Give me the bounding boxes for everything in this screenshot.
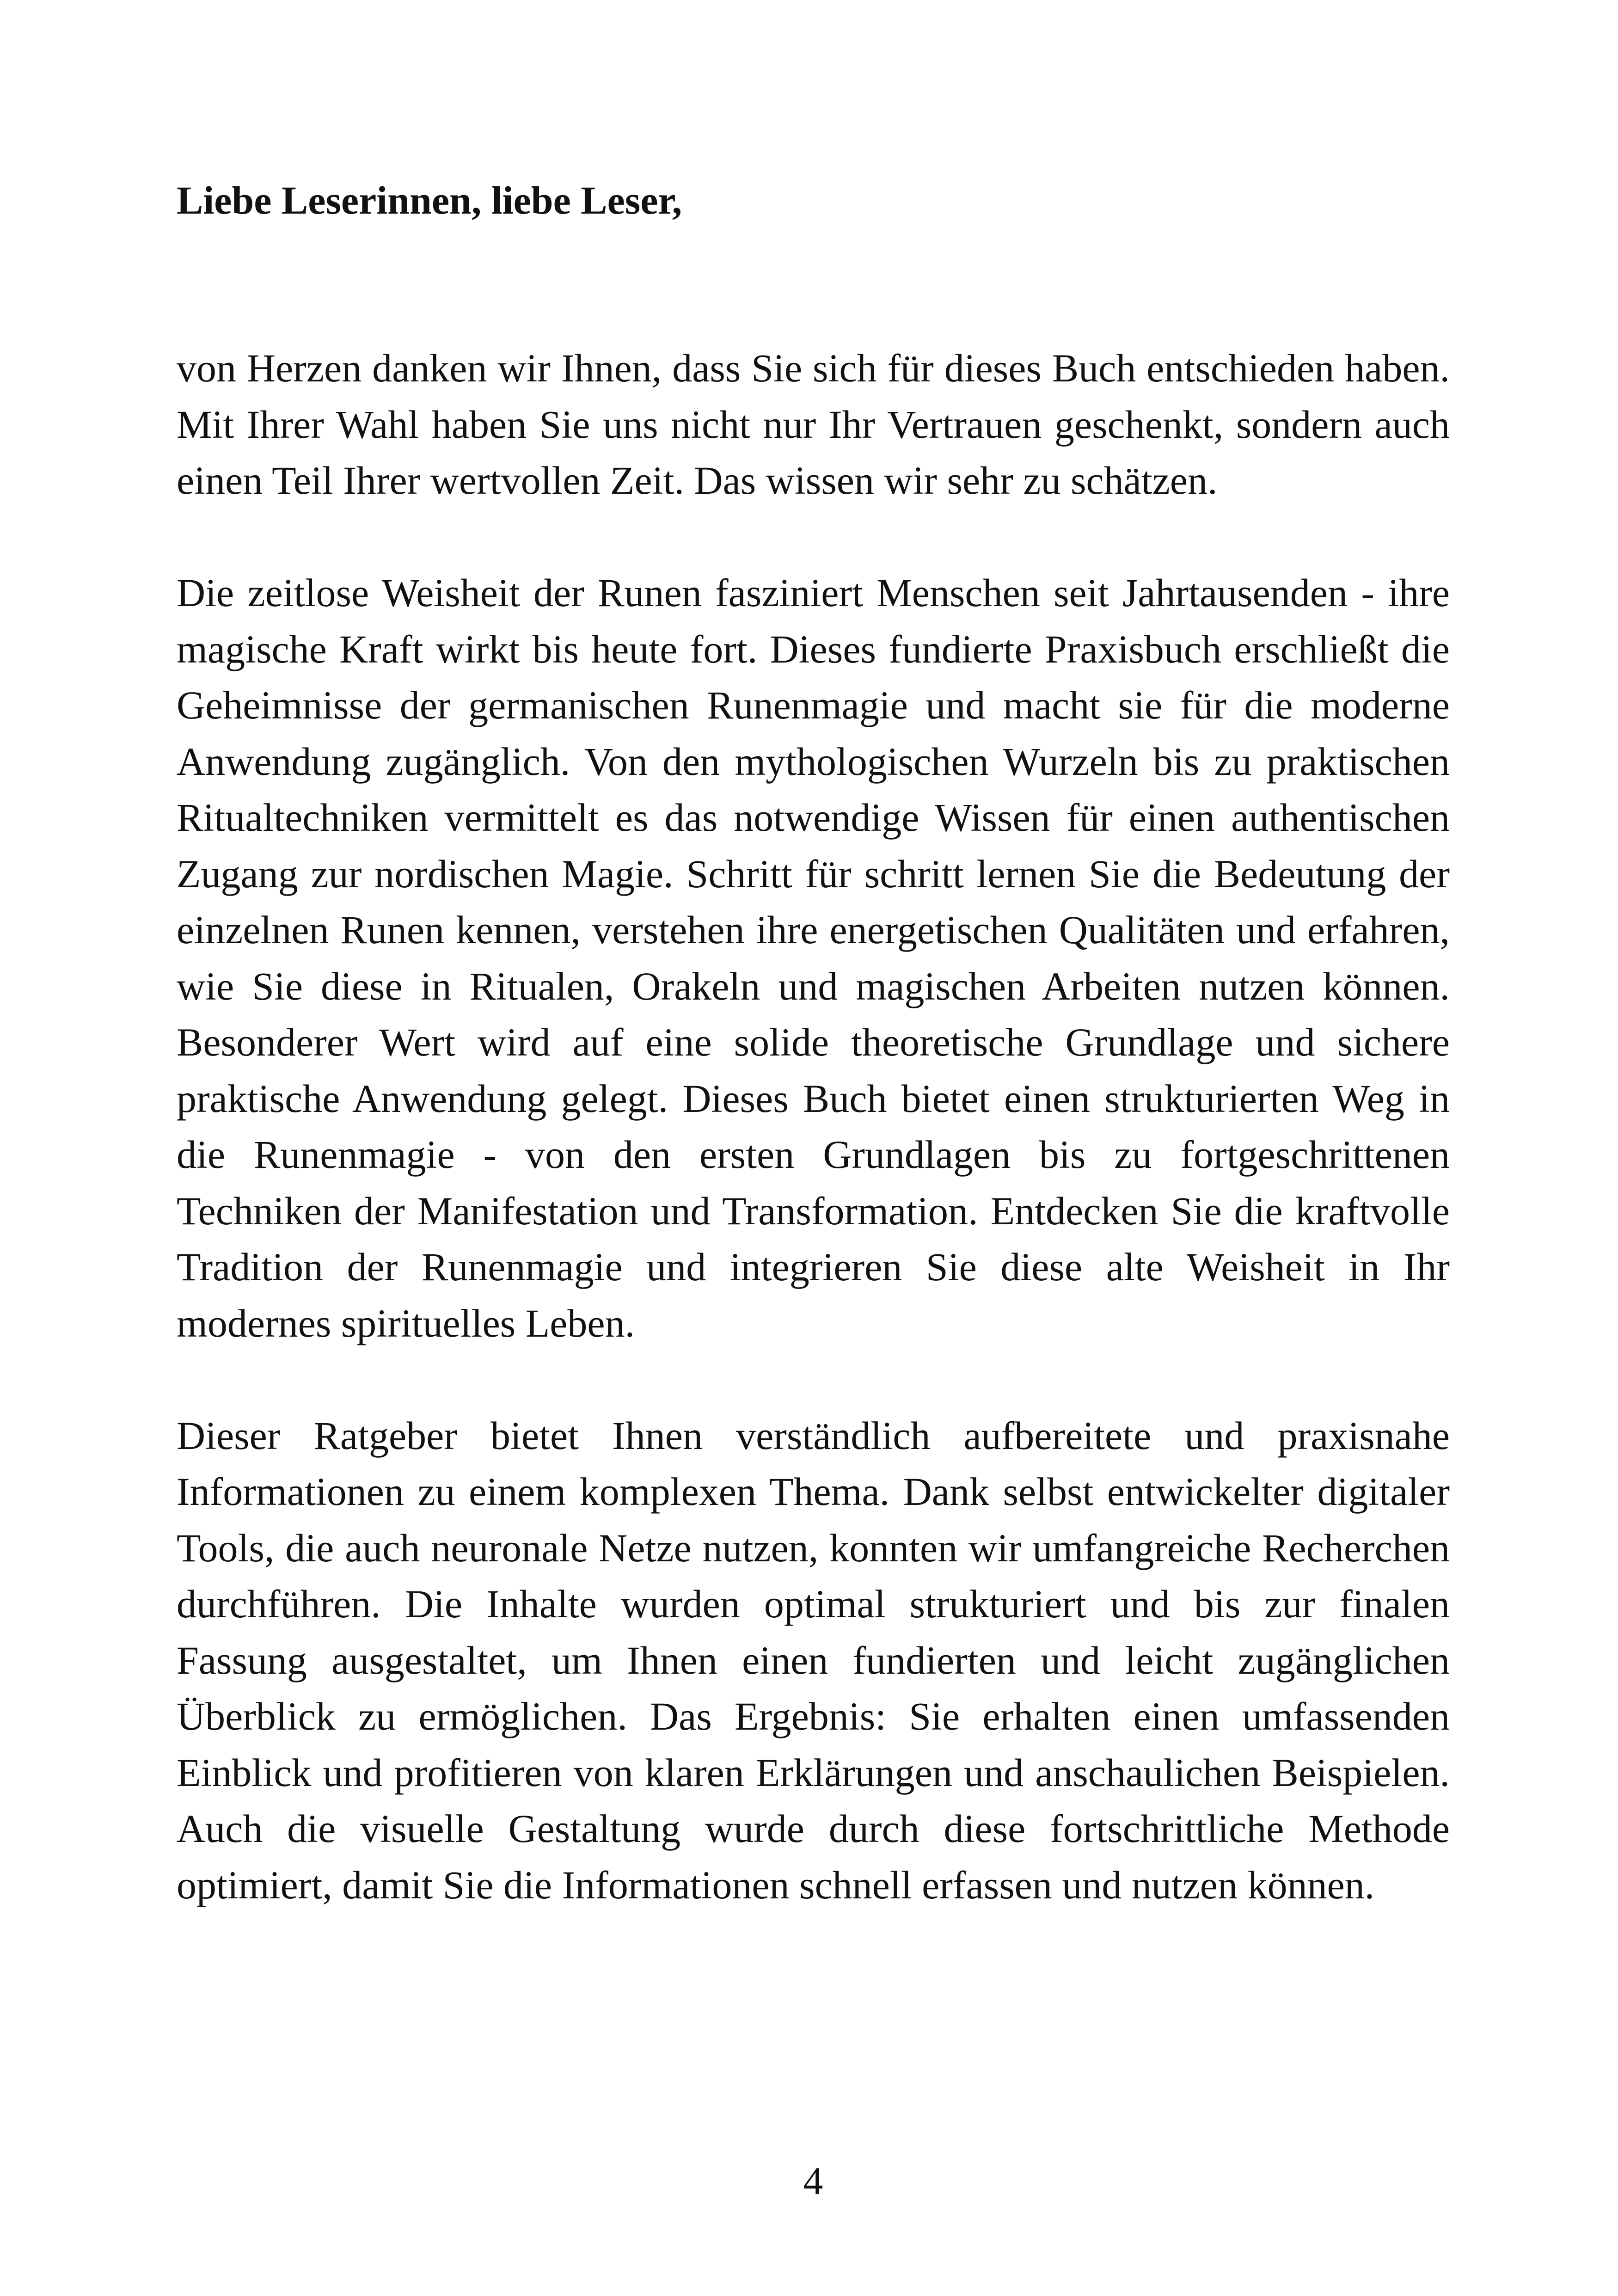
salutation-heading: Liebe Leserinnen, liebe Leser,	[177, 178, 682, 222]
paragraph-book-description: Die zeitlose Weisheit der Runen fasziniert Menschen seit Jahrtausenden - ihre magische Kraft wirkt bis heute fort. Dieses fundierte Praxisbuch erschließt die Geheimnisse der germanischen Runenmagie und macht sie für die moderne Anwendung zugänglich. Von den mythologischen Wurzeln bis zu praktischen Ritualtechniken vermittelt es das notwendige Wissen für einen authentischen Zugang zur nordischen Magie. Schritt für schritt lernen Sie die Bedeutung der einzelnen Runen kennen, verstehen ihre energetischen Qualitäten und erfahren, wie Sie diese in Ritualen, Orakeln und magischen Arbeiten nutzen können. Besonderer Wert wird auf eine solide theoretische Grundlage und sichere praktische Anwendung gelegt. Dieses Buch bietet einen strukturierten Weg in die Runenmagie - von den ersten Grundlagen bis zu fortgeschrittenen Techniken der Manifestation und Transformation. Entdecken Sie die kraftvolle Tradition der Runenmagie und integrieren Sie diese alte Weisheit in Ihr modernes spirituelles Leben.	[177, 571, 1450, 1345]
paragraph-methodology: Dieser Ratgeber bietet Ihnen verständlich aufbereitete und praxisnahe Informationen zu einem komplexen Thema. Dank selbst entwickelter digitaler Tools, die auch neuronale Netze nutzen, konnten wir umfangreiche Recherchen durchführen. Die Inhalte wurden optimal strukturiert und bis zur finalen Fassung ausgestaltet, um Ihnen einen fundierten und leicht zugänglichen Überblick zu ermöglichen. Das Ergebnis: Sie erhalten einen umfassenden Einblick und profitieren von klaren Erklärungen und anschaulichen Beispielen. Auch die visuelle Gestaltung wurde durch diese fortschrittliche Methode optimiert, damit Sie die Informationen schnell erfassen und nutzen können.	[177, 1413, 1450, 1907]
page-number: 4	[803, 2159, 823, 2203]
body-text	[177, 340, 1450, 1913]
book-page	[177, 0, 1450, 2296]
paragraph-thanks: von Herzen danken wir Ihnen, dass Sie sich für dieses Buch entschieden haben. Mit Ihrer Wahl haben Sie uns nicht nur Ihr Vertrauen geschenkt, sondern auch einen Teil Ihrer wertvollen Zeit. Das wissen wir sehr zu schätzen.	[177, 346, 1450, 503]
